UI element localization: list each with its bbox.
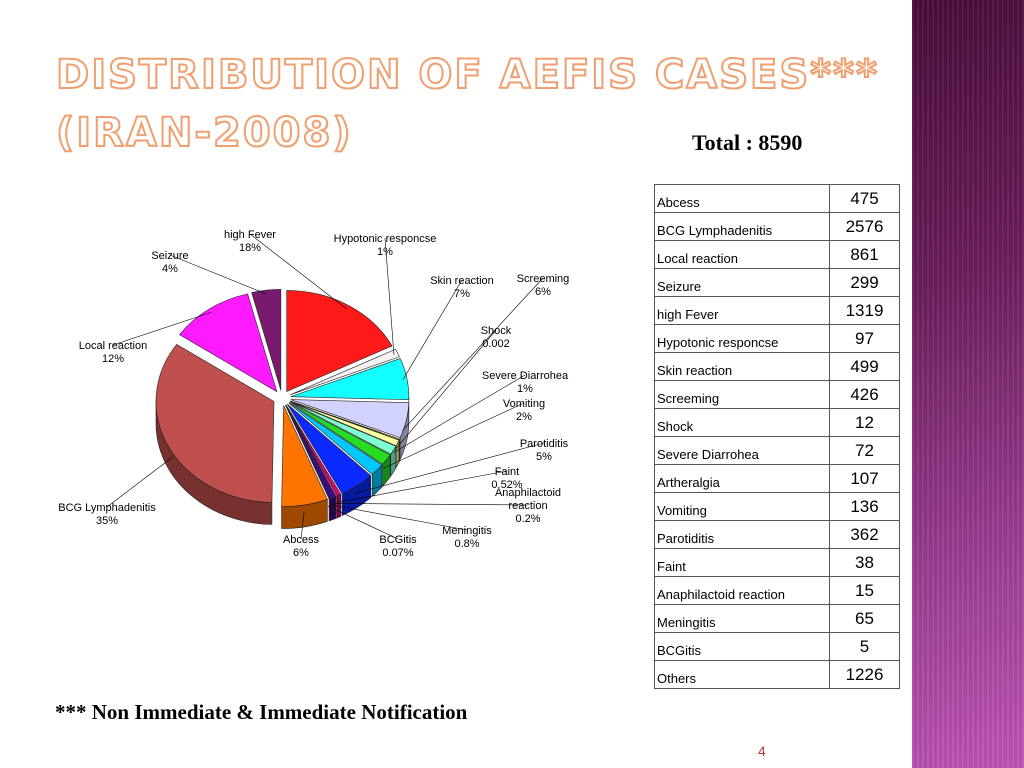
slice-value-label: 0.002 [482,338,510,350]
slice-name-label: Faint [494,466,520,478]
footnote: *** Non Immediate & Immediate Notification [55,700,468,724]
row-label: BCG Lymphadenitis [655,213,830,241]
slice-value-label: 0.8% [454,538,480,550]
leader-line [396,330,496,449]
table-row [655,185,900,213]
row-value: 12 [830,409,900,437]
row-value: 1226 [830,661,900,689]
table-row [655,633,900,661]
slice-value-label: 0.2% [515,513,541,525]
row-label: Screeming [655,381,830,409]
slice-value-label: 7% [454,288,470,300]
row-value: 65 [830,605,900,633]
row-value: 107 [830,465,900,493]
row-label: Skin reaction [655,353,830,381]
cases-table [654,184,900,689]
slice-value-label: 35% [95,515,119,527]
slice-name-label: Local reaction [78,340,148,352]
table-row [655,577,900,605]
row-value: 15 [830,577,900,605]
table-row [655,213,900,241]
row-value: 299 [830,269,900,297]
row-label: Parotiditis [655,521,830,549]
slice-name-label: Shock [480,325,512,337]
table-row [655,465,900,493]
slice-name-label: BCGitis [379,534,417,546]
pie-slice-side [336,496,337,519]
row-label: Others [655,661,830,689]
slice-value-label: 0.52% [491,479,523,491]
slice-name-label: Meningitis [442,525,492,537]
slide-title-line-2: (IRAN-2008) [56,110,353,156]
slide-title: DISTRIBUTION OF AEFIS CASES*** [56,52,879,98]
slice-value-label: 4% [162,263,178,275]
table-row [655,269,900,297]
total-count: Total : 8590 [692,130,803,155]
slice-name-label: high Fever [224,229,276,241]
row-label: Severe Diarrohea [655,437,830,465]
slice-name-label: Hypotonic responcse [333,233,437,245]
slice-name-label: Skin reaction [430,275,494,287]
pie-chart [40,220,600,580]
leader-line [107,457,173,507]
table-row [655,409,900,437]
slice-name-label: Seizure [151,250,189,262]
table-row [655,297,900,325]
table-row [655,437,900,465]
table-row [655,325,900,353]
row-label: Faint [655,549,830,577]
page-number: 4 [758,743,766,759]
row-value: 72 [830,437,900,465]
slice-value-label: 6% [293,547,309,559]
decorative-side-band [912,0,1024,768]
table-row [655,493,900,521]
table-row [655,605,900,633]
row-label: Vomiting [655,493,830,521]
row-label: Local reaction [655,241,830,269]
slice-value-label: 12% [101,353,125,365]
row-label: Abcess [655,185,830,213]
slice-value-label: 2% [516,411,532,423]
row-value: 97 [830,325,900,353]
row-value: 499 [830,353,900,381]
row-value: 136 [830,493,900,521]
slice-name-label: Anaphilactoid [494,487,562,499]
row-value: 5 [830,633,900,661]
row-value: 362 [830,521,900,549]
row-label: Anaphilactoid reaction [655,577,830,605]
row-label: Hypotonic responcse [655,325,830,353]
table-row [655,353,900,381]
slice-name-label: Abcess [282,534,320,546]
row-label: Shock [655,409,830,437]
table-row [655,241,900,269]
row-label: Artheralgia [655,465,830,493]
slice-name-label: Parotiditis [519,438,569,450]
slice-value-label: 0.07% [382,547,414,559]
slice-value-label: 5% [536,451,552,463]
slice-name-label: reaction [508,500,548,512]
row-label: Seizure [655,269,830,297]
row-value: 426 [830,381,900,409]
row-label: BCGitis [655,633,830,661]
slice-name-label: Severe Diarrohea [481,370,569,382]
leader-line [335,503,528,505]
table-row [655,661,900,689]
slice-name-label: BCG Lymphadenitis [58,502,156,514]
row-label: Meningitis [655,605,830,633]
row-value: 861 [830,241,900,269]
row-value: 2576 [830,213,900,241]
leader-line [394,375,525,452]
slice-value-label: 1% [377,246,393,258]
slice-value-label: 6% [535,286,551,298]
row-value: 1319 [830,297,900,325]
slice-value-label: 1% [517,383,533,395]
table-row [655,381,900,409]
slice-name-label: Screeming [516,273,570,285]
slice-name-label: Vomiting [502,398,546,410]
table-row [655,549,900,577]
row-value: 475 [830,185,900,213]
table-row [655,521,900,549]
row-label: high Fever [655,297,830,325]
slice-value-label: 18% [238,242,262,254]
row-value: 38 [830,549,900,577]
